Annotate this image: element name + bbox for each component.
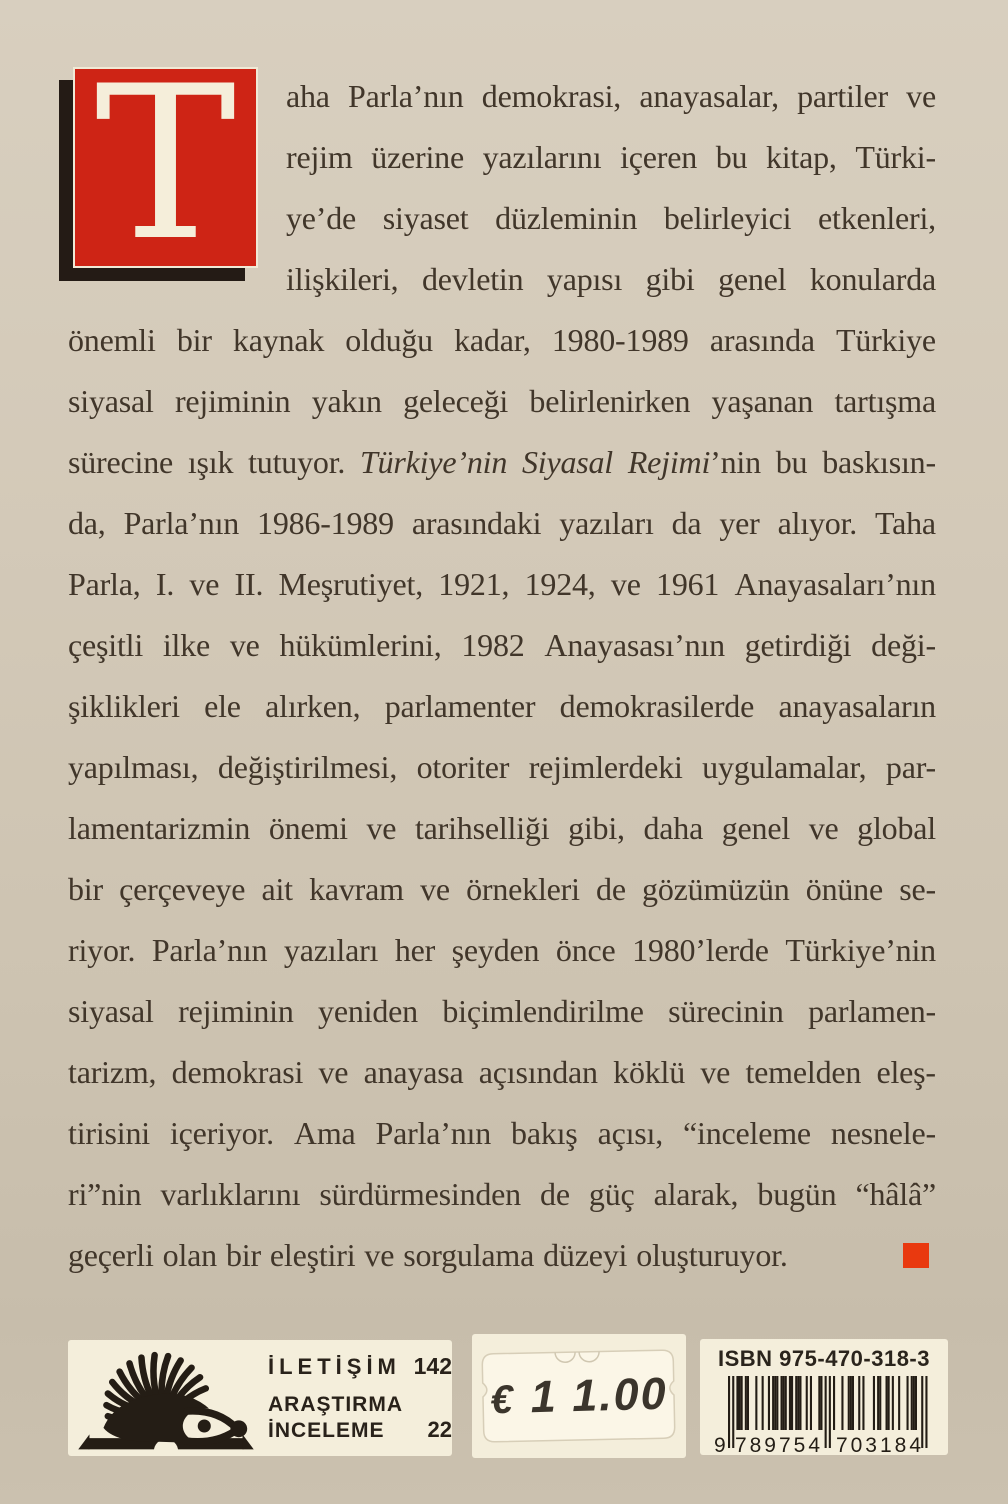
paragraph-line: tirisini içeriyor. Ama Parla’nın bakış açısı, “inceleme nesnele- <box>68 1115 936 1151</box>
paragraph-line: siyasal rejiminin yakın geleceği belirlenirken yaşanan tartışma <box>68 383 936 419</box>
paragraph-line: sürecine ışık tutuyor. Türkiye’nin Siyasal Rejimi’nin bu baskısın- <box>68 444 936 480</box>
hedgehog-eye <box>198 1419 211 1432</box>
svg-text:9: 9 <box>714 1434 729 1456</box>
paragraph-line: lamentarizmin önemi ve tarihselliği gibi, daha genel ve global <box>68 810 936 846</box>
hedgehog-nose <box>230 1420 247 1437</box>
paragraph-line: riyor. Parla’nın yazıları her şeyden önce 1980’lerde Türkiye’nin <box>68 932 936 968</box>
paragraph-line: tarizm, demokrasi ve anayasa açısından köklü ve temelden eleş- <box>68 1054 936 1090</box>
paragraph-line: ilişkileri, devletin yapısı gibi genel konularda <box>286 261 936 297</box>
paragraph-line: geçerli olan bir eleştiri ve sorgulama düzeyi oluşturuyor. <box>68 1237 788 1273</box>
price-sticker-panel <box>472 1334 686 1458</box>
price-text <box>471 1367 686 1425</box>
dropcap-letter: T <box>94 39 237 287</box>
paragraph-line: şiklikleri ele alırken, parlamenter demokrasilerde anayasaların <box>68 688 936 724</box>
svg-text:703184: 703184 <box>835 1434 925 1456</box>
paragraph-line: çeşitli ilke ve hükümlerini, 1982 Anayasası’nın getirdiği deği- <box>68 627 936 663</box>
paragraph-line: ri”nin varlıklarını sürdürmesinden de güç alarak, bugün “hâlâ” <box>68 1176 936 1212</box>
publisher-panel <box>68 1340 452 1456</box>
paragraph-line: ye’de siyaset düzleminin belirleyici etkenleri, <box>286 200 936 236</box>
svg-text:789754: 789754 <box>734 1434 824 1456</box>
publisher-name: İLETİŞİM <box>268 1354 401 1379</box>
paragraph-line: aha Parla’nın demokrasi, anayasalar, partiler ve <box>286 78 936 114</box>
paragraph <box>68 66 936 1286</box>
isbn-barcode <box>710 1374 938 1456</box>
category-line1: ARAŞTIRMA <box>268 1393 403 1416</box>
paragraph-line: bir çerçeveye ait kavram ve örnekleri de gözümüzün önüne se- <box>68 871 936 907</box>
price-amount: 1 1.00 <box>529 1367 669 1423</box>
euro-symbol: € <box>489 1377 516 1423</box>
series-number: 142 <box>413 1353 452 1379</box>
category-number: 22 <box>427 1417 452 1442</box>
paragraph-line: da, Parla’nın 1986-1989 arasındaki yazıları da yer alıyor. Taha <box>68 505 936 541</box>
hedgehog-book-logo-icon <box>74 1342 258 1454</box>
paragraph-line: önemli bir kaynak olduğu kadar, 1980-1989 arasında Türkiye <box>68 322 936 358</box>
category-line2: İNCELEME <box>268 1419 385 1442</box>
isbn-label: ISBN 975-470-318-3 <box>717 1346 930 1371</box>
publisher-text <box>268 1353 452 1443</box>
paragraph-line: rejim üzerine yazılarını içeren bu kitap, Türki- <box>286 139 936 175</box>
isbn-panel <box>700 1339 948 1455</box>
end-of-text-red-square <box>903 1243 929 1268</box>
paragraph-line: siyasal rejiminin yeniden biçimlendirilme sürecinin parlamen- <box>68 993 936 1029</box>
paragraph-line: Parla, I. ve II. Meşrutiyet, 1921, 1924, ve 1961 Anayasaları’nın <box>68 566 936 602</box>
paragraph-line: yapılması, değiştirilmesi, otoriter rejimlerdeki uygulamalar, par- <box>68 749 936 785</box>
